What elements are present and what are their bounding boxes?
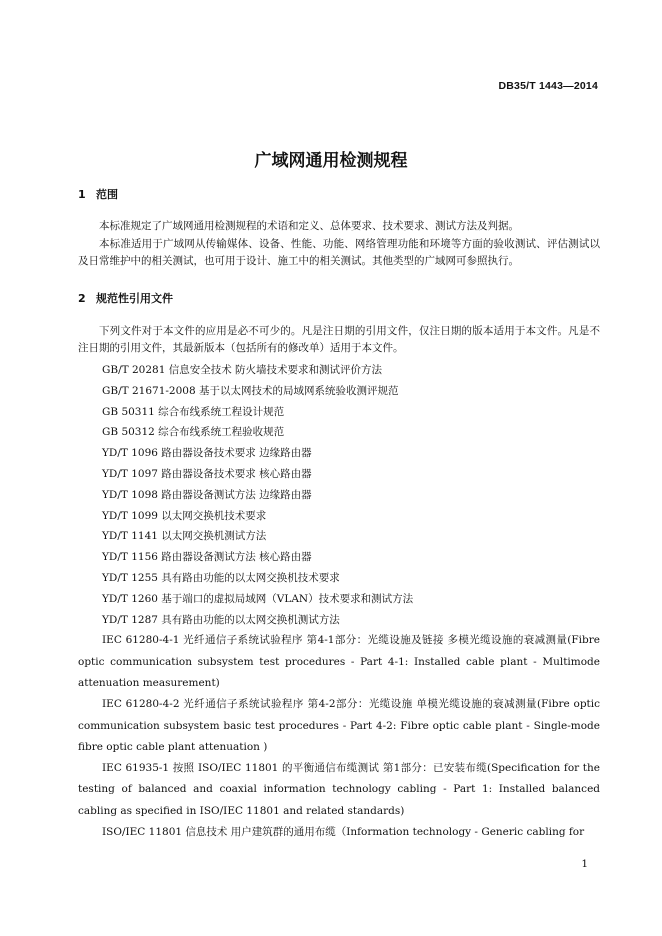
references-intro-paragraph: 下列文件对于本文件的应用是必不可少的。凡是注日期的引用文件，仅注日期的版本适用于本文件。凡是不注日期的引用文件，其最新版本（包括所有的修改单）适用于本文件。 [78,325,600,354]
document-title: 广域网通用检测规程 [254,151,408,171]
reference-item: YD/T 1156 路由器设备测试方法 核心路由器 [102,551,312,564]
section-heading-scope [78,186,118,202]
reference-item-long: IEC 61935-1 按照 ISO/IEC 11801 的平衡通信布缆测试 第1部分：已安装布缆(Specification for the testing of balanced and coaxial information technology cabling - Part 1: Installed balanced cabling as specified in ISO/IEC 11801 and related standards) [78,762,600,817]
reference-item-long: ISO/IEC 11801 信息技术 用户建筑群的通用布缆（Information technology - Generic cabling for [102,826,585,839]
scope-paragraph-2: 本标准适用于广域网从传输媒体、设备、性能、功能、网络管理功能和环境等方面的验收测试、评估测试以及日常维护中的相关测试，也可用于设计、施工中的相关测试。其他类型的广域网可参照执行。 [78,238,600,267]
section-heading-normative-references [78,290,173,306]
reference-item: YD/T 1096 路由器设备技术要求 边缘路由器 [102,447,312,460]
scope-paragraph-1: 本标准规定了广域网通用检测规程的术语和定义、总体要求、技术要求、测试方法及判据。 [99,220,519,232]
reference-item: YD/T 1260 基于端口的虚拟局域网（VLAN）技术要求和测试方法 [102,592,414,605]
section-number: 1 [78,188,86,201]
reference-item: GB 50311 综合布线系统工程设计规范 [102,405,285,418]
reference-item-long: IEC 61280-4-2 光纤通信子系统试验程序 第4-2部分：光缆设施 单模光缆设施的衰减测量(Fibre optic communication subsystem basic test procedures - Part 4-2: Fibre optic cable plant - Single-mode fibre optic cable plant attenuation ) [78,698,600,753]
section-title: 范围 [96,188,118,201]
section-number: 2 [78,292,86,305]
reference-item: YD/T 1255 具有路由功能的以太网交换机技术要求 [102,571,340,584]
reference-item: YD/T 1287 具有路由功能的以太网交换机测试方法 [102,613,340,626]
page-number: 1 [581,858,588,870]
reference-item: YD/T 1099 以太网交换机技术要求 [102,509,267,522]
reference-item: YD/T 1141 以太网交换机测试方法 [102,530,267,543]
reference-item: GB 50312 综合布线系统工程验收规范 [102,426,285,439]
reference-item: YD/T 1098 路由器设备测试方法 边缘路由器 [102,488,312,501]
reference-item: YD/T 1097 路由器设备技术要求 核心路由器 [102,467,312,480]
reference-item-long: IEC 61280-4-1 光纤通信子系统试验程序 第4-1部分：光缆设施及链接 多模光缆设施的衰减测量(Fibre optic communication subsystem test procedures - Part 4-1: Installed cable plant - Multimode attenuation measurement) [78,634,600,689]
reference-item: GB/T 20281 信息安全技术 防火墙技术要求和测试评价方法 [102,364,383,376]
section-title: 规范性引用文件 [96,292,173,305]
reference-list [78,360,600,843]
standard-code: DB35/T 1443—2014 [498,80,598,92]
reference-item: GB/T 21671-2008 基于以太网技术的局域网系统验收测评规范 [102,384,399,397]
